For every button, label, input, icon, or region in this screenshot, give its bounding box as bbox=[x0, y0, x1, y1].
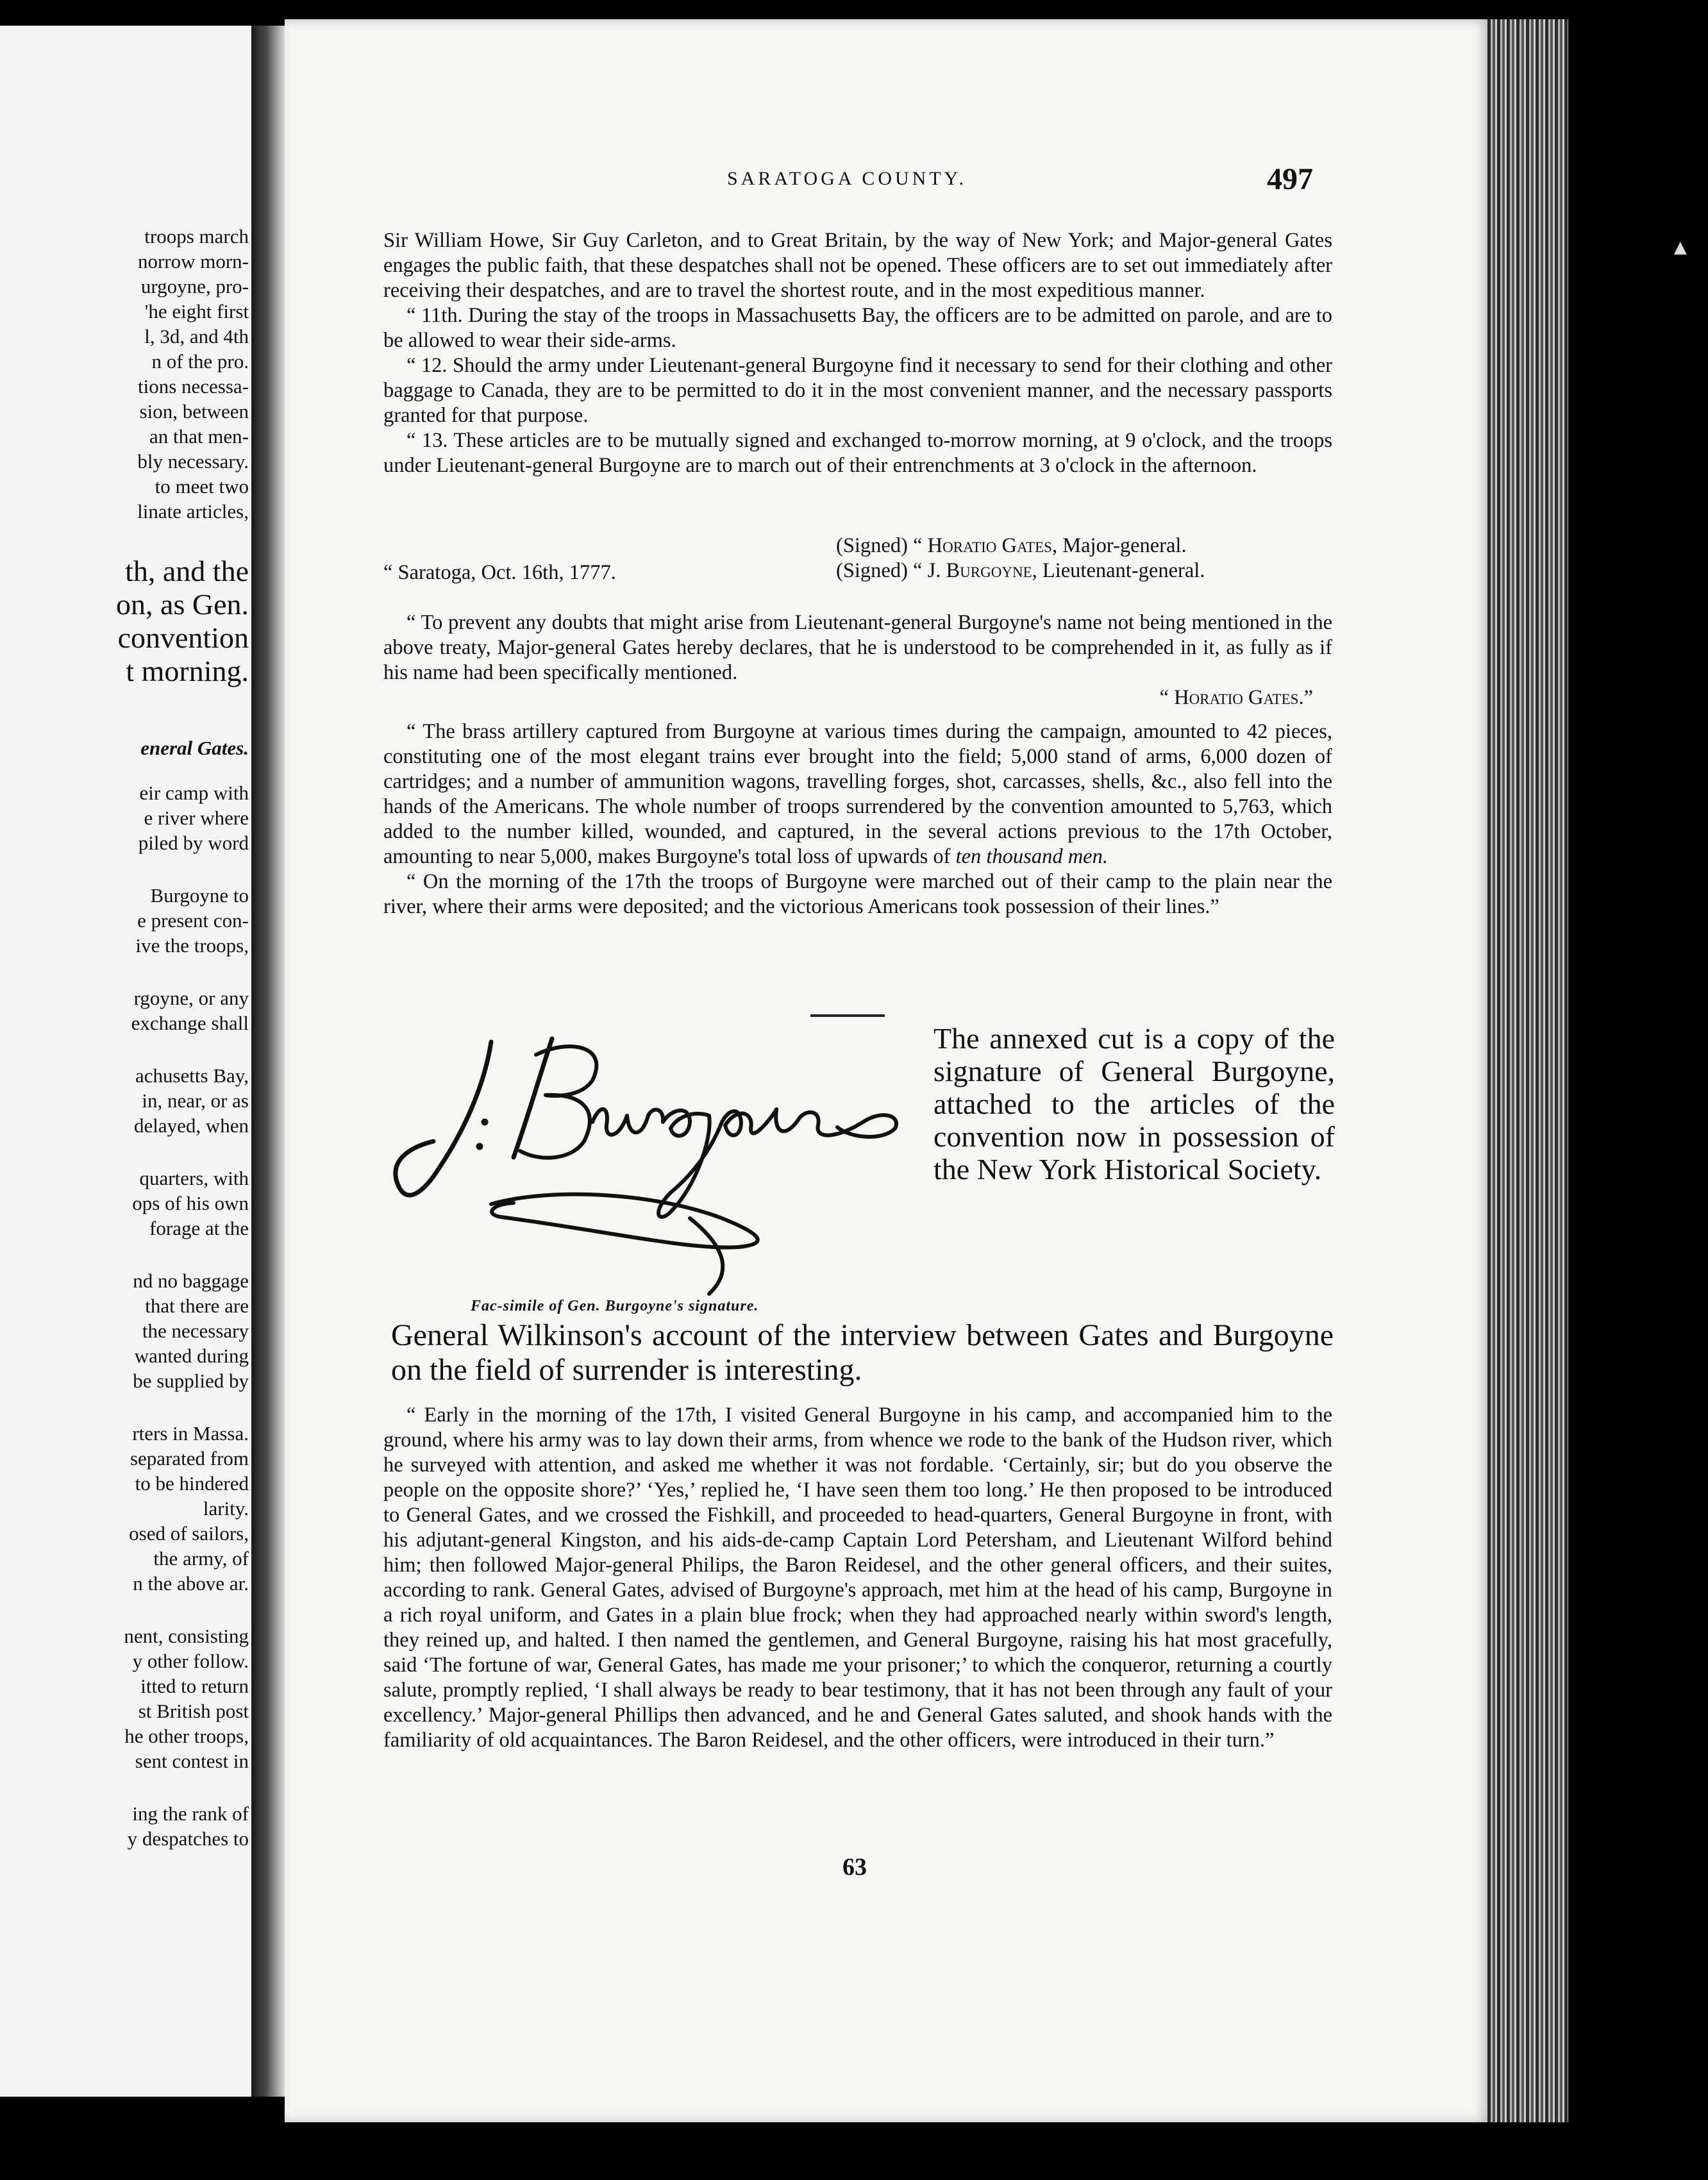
left-page-line: ops of his own bbox=[132, 1192, 249, 1214]
left-page-line: the army, of bbox=[153, 1547, 249, 1570]
left-page-line: troops march bbox=[144, 225, 249, 247]
left-page-line: Burgoyne to bbox=[150, 884, 249, 907]
left-page-line: rters in Massa. bbox=[132, 1422, 249, 1445]
left-page-line: wanted during bbox=[134, 1345, 249, 1367]
treaty-date: “ Saratoga, Oct. 16th, 1777. bbox=[383, 561, 616, 584]
paragraph-article-13: “ 13. These articles are to be mutually signed and exchanged to-morrow morning, at 9 o'clock, and the troops under Lieutenant-general Burgoyne are to march out of their entrenchments at 3 o'clock in the afternoon. bbox=[383, 429, 1332, 477]
signed-gates: (Signed) “ Horatio Gates, Major-general. bbox=[836, 534, 1187, 557]
left-page-line: tions necessa- bbox=[137, 375, 249, 398]
left-page-line: forage at the bbox=[149, 1217, 249, 1239]
left-page-line: th, and the bbox=[125, 555, 249, 587]
left-page-line: achusetts Bay, bbox=[135, 1064, 249, 1087]
left-page-line: sion, between bbox=[139, 400, 249, 423]
left-page-line: ive the troops, bbox=[135, 934, 249, 957]
left-page-line: l, 3d, and 4th bbox=[144, 325, 249, 348]
left-page-line: nd no baggage bbox=[133, 1270, 249, 1292]
margin-arrow-icon: ▲ bbox=[1670, 236, 1691, 260]
paragraph: Sir William Howe, Sir Guy Carleton, and to Great Britain, by the way of New York; and Major-general Gates engages the public faith, that these despatches shall not be opened. These officers are to set out immediately after receiving their despatches, and are to travel the shortest route, and in the most expeditious manner. bbox=[383, 229, 1332, 302]
left-page-line: in, near, or as bbox=[142, 1089, 249, 1112]
left-page-line: e present con- bbox=[137, 909, 249, 932]
left-page-line: he other troops, bbox=[124, 1725, 249, 1747]
left-page-line: n of the pro. bbox=[151, 350, 249, 373]
signed-lines bbox=[836, 533, 1205, 583]
left-page-line: sent contest in bbox=[135, 1750, 249, 1772]
left-page-line: that there are bbox=[145, 1295, 249, 1317]
signature-block bbox=[383, 533, 1332, 585]
signature-description: The annexed cut is a copy of the signature of General Burgoyne, attached to the articles of the convention now in possession of the New York Historical Society. bbox=[934, 1022, 1335, 1186]
section-rule bbox=[810, 1014, 885, 1017]
left-page-line: quarters, with bbox=[139, 1167, 249, 1189]
left-page-line: itted to return bbox=[140, 1675, 249, 1697]
left-page-line: e river where bbox=[144, 807, 249, 829]
left-page-line: larity. bbox=[203, 1497, 249, 1520]
background-right bbox=[1568, 0, 1708, 2180]
wilkinson-account bbox=[383, 1403, 1332, 1753]
left-page-line: to meet two bbox=[155, 475, 249, 498]
left-page-line: separated from bbox=[130, 1447, 249, 1470]
left-page-line: n the above ar. bbox=[133, 1572, 249, 1595]
left-page-line: eir camp with bbox=[139, 782, 249, 804]
left-page-line: on, as Gen. bbox=[116, 588, 249, 621]
paragraph-article-11: “ 11th. During the stay of the troops in Massachusetts Bay, the officers are to be admitted on parole, and are to be allowed to wear their side-arms. bbox=[383, 304, 1332, 352]
paragraph-artillery: “ The brass artillery captured from Burgoyne at various times during the campaign, amounted to 42 pieces, constituting one of the most elegant trains ever brought into the field; 5,000 stand of arms, 6,000 dozen of cartridges; and a number of ammunition wagons, travelling forges, shot, carcasses, shells, &c., also fell into the hands of the Americans. The whole number of troops surrendered by the convention amounted to 5,763, which added to the number killed, wounded, and captured, in the several actions previous to the 17th October, amounting to near 5,000, makes Burgoyne's total loss of upwards of ten thousand men. bbox=[383, 720, 1332, 868]
paragraph-declaration: “ To prevent any doubts that might arise from Lieutenant-general Burgoyne's name not being mentioned in the above treaty, Major-general Gates hereby declares, that he is understood to be comprehended in it, as fully as if his name had been specifically mentioned. bbox=[383, 611, 1332, 684]
left-page-line: norrow morn- bbox=[137, 250, 249, 272]
left-page-line: t morning. bbox=[126, 655, 249, 687]
left-page-line: st British post bbox=[138, 1700, 249, 1722]
left-page-line: ing the rank of bbox=[132, 1802, 249, 1825]
page-number: 497 bbox=[1267, 162, 1313, 196]
left-page-line: bly necessary. bbox=[137, 450, 249, 473]
burgoyne-signature-facsimile bbox=[389, 1026, 914, 1302]
left-page-line: an that men- bbox=[149, 425, 249, 448]
signature-mark: 63 bbox=[842, 1854, 867, 1881]
signed-burgoyne: (Signed) “ J. Burgoyne, Lieutenant-general. bbox=[836, 559, 1205, 582]
left-page-line: nent, consisting bbox=[124, 1625, 249, 1647]
left-page-line: delayed, when bbox=[133, 1114, 249, 1137]
paragraph-morning: “ On the morning of the 17th the troops of Burgoyne were marched out of their camp to the plain near the river, where their arms were deposited; and the victorious Americans took possession of their lines.” bbox=[383, 870, 1332, 918]
left-page-line: exchange shall bbox=[131, 1012, 249, 1034]
left-facing-page bbox=[0, 26, 253, 2097]
articles-continued bbox=[383, 228, 1332, 478]
left-page-line: be supplied by bbox=[133, 1370, 249, 1392]
left-page-line: y other follow. bbox=[132, 1650, 249, 1672]
left-page-line: linate articles, bbox=[137, 500, 249, 523]
left-page-line: the necessary bbox=[142, 1320, 249, 1342]
left-page-line: piled by word bbox=[138, 832, 249, 854]
left-page-line: convention bbox=[117, 621, 249, 654]
left-page-line: eneral Gates. bbox=[140, 737, 249, 759]
left-page-line: to be hindered bbox=[135, 1472, 249, 1495]
left-page-line: osed of sailors, bbox=[129, 1522, 249, 1545]
running-head: SARATOGA COUNTY. bbox=[727, 168, 967, 189]
left-page-line: urgoyne, pro- bbox=[140, 275, 249, 298]
paragraph-wilkinson: “ Early in the morning of the 17th, I visited General Burgoyne in his camp, and accompanied him to the ground, where his army was to lay down their arms, from whence we rode to the bank of the Hudson river, which he surveyed with attention, and asked me whether it was not fordable. ‘Certainly, sir; but do you observe the people on the opposite shore?’ ‘Yes,’ replied he, ‘I have seen them too long.’ He then proposed to be introduced to General Gates, and we crossed the Fishkill, and proceeded to head-quarters, General Burgoyne in front, with his adjutant-general Kingston, and his aids-de-camp Captain Lord Petersham, and Lieutenant Wilford behind him; then followed Major-general Philips, the Baron Reidesel, and the other general officers, and their suites, according to rank. General Gates, advised of Burgoyne's approach, met him at the head of his camp, Burgoyne in a rich royal uniform, and Gates in a plain blue frock; when they had approached nearly within sword's length, they reined up, and halted. I then named the gentlemen, and General Burgoyne, raising his hat most gracefully, said ‘The fortune of war, General Gates, has made me your prisoner;’ to which the conqueror, returning a courtly salute, promptly replied, ‘I shall always be ready to bear testimony, that it has not been through any fault of your excellency.’ Major-general Phillips then advanced, and he and General Gates saluted, and shook hands with the familiarity of old acquaintances. The Baron Reidesel, and the other officers, were introduced in their turn.” bbox=[383, 1404, 1332, 1752]
section-heading: General Wilkinson's account of the interview between Gates and Burgoyne on the field of surrender is interesting. bbox=[391, 1318, 1334, 1387]
declaration-and-account bbox=[383, 610, 1332, 919]
left-page-line: 'he eight first bbox=[144, 300, 249, 323]
declaration-signature: “ Horatio Gates.” bbox=[1159, 686, 1313, 709]
book-gutter bbox=[251, 26, 285, 2097]
signature-caption: Fac-simile of Gen. Burgoyne's signature. bbox=[471, 1298, 759, 1314]
paragraph-article-12: “ 12. Should the army under Lieutenant-general Burgoyne find it necessary to send for their clothing and other baggage to Canada, they are to be permitted to do it in the most convenient manner, and the necessary passports granted for that purpose. bbox=[383, 354, 1332, 427]
page-edges bbox=[1487, 19, 1568, 2122]
left-page-line: rgoyne, or any bbox=[133, 987, 249, 1009]
left-page-line: y despatches to bbox=[127, 1827, 249, 1850]
